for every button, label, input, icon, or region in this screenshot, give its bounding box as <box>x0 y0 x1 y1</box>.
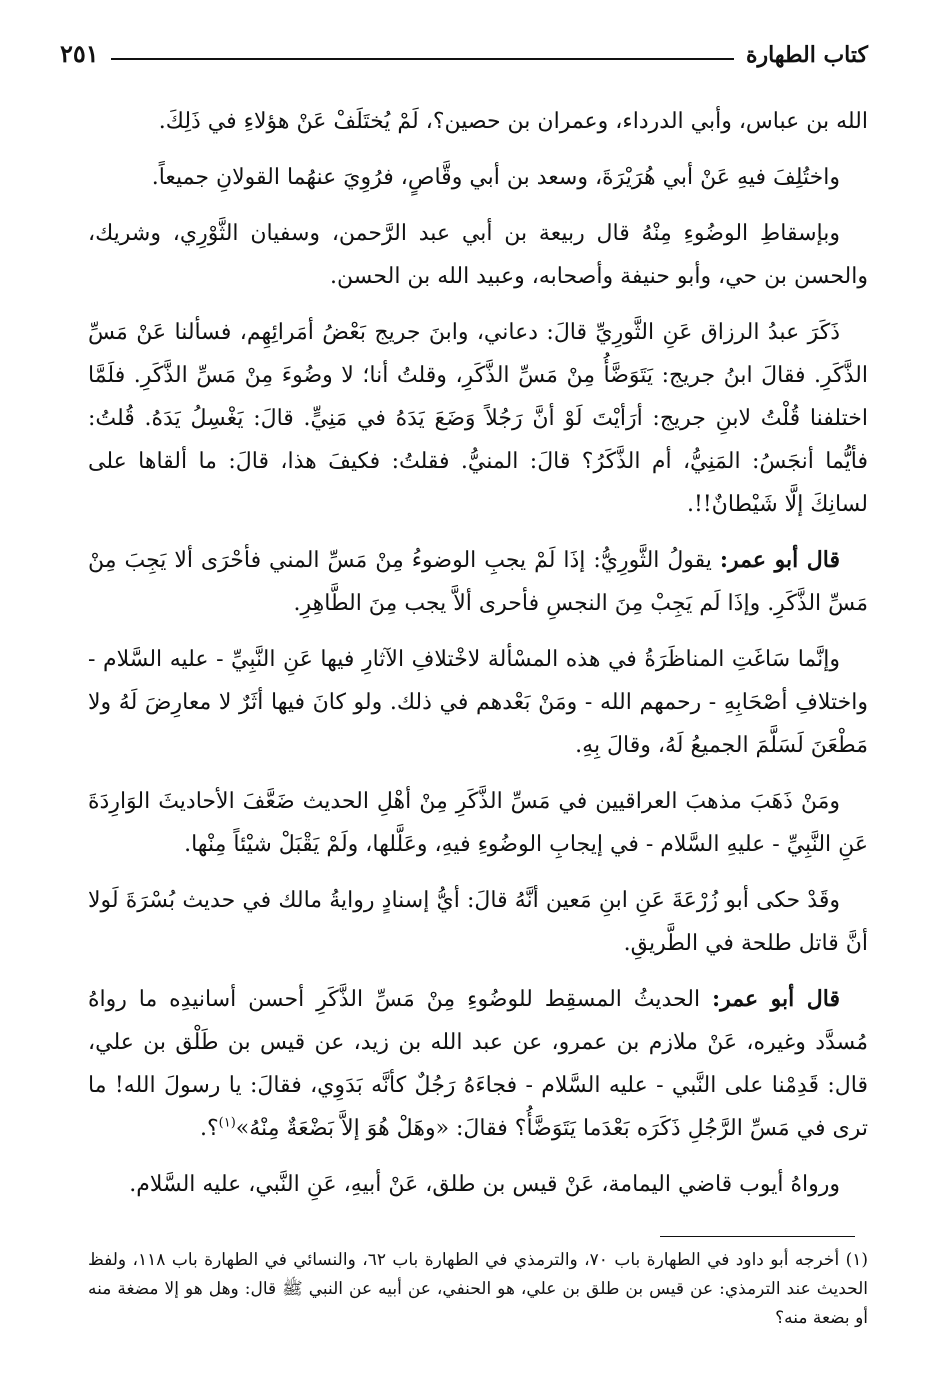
chapter-title: كتاب الطهارة <box>745 42 868 68</box>
paragraph: وبإسقاطِ الوضُوءِ مِنْهُ قال ربيعة بن أبي عبد الرَّحمن، وسفيان الثَّوْرِي، وشريك، والحسن بن حي، وأبو حنيفة وأصحابه، وعبيد الله بن الحسن. <box>88 221 868 289</box>
paragraph: وقَدْ حكى أبو زُرْعَةَ عَنِ ابنِ مَعين أنَّهُ قالَ: أيُّ إسنادٍ روايةُ مالك في حديث بُسْرَةَ لَولا أنَّ قاتل طلحة في الطَّريقِ. <box>88 888 868 956</box>
paragraph: قال أبو عمر: الحديثُ المسقِط للوضُوءِ مِنْ مَسِّ الذَّكَرِ أحسن أسانيدِه ما رواهُ مُسدَّد وغيره، عَنْ ملازم بن عمرو، عن عبد الله بن زيد، عن قيس بن طَلْق بن علي، قال: قَدِمْنا على النَّبي - عليه السَّلام - فجاءَهُ رَجُلٌ كأنَّه بَدَوِي، فقالَ: يا رسولَ الله! ما ترى في مَسِّ الرَّجُلِ ذَكَرَه بَعْدَما يَتَوَضَّأُ؟ فقالَ: «وهَلْ هُوَ إلاَّ بَضْعَةٌ مِنْهُ»$^{(١)}$؟. <box>88 986 868 1141</box>
footnote-reference[interactable]: (١) <box>218 1115 236 1131</box>
page-number: ٢٥١ <box>60 39 99 68</box>
paragraph: واختُلِفَ فيهِ عَنْ أبي هُرَيْرَةَ، وسعد بن أبي وقَّاصٍ، فرُوِيَ عنهُما القولانِ جميعاً. <box>151 165 840 190</box>
paragraph: قال أبو عمر: يقولُ الثَّورِيُّ: إذَا لَمْ يجبِ الوضوءُ مِنْ مَسِّ المني فأحْرَى ألا يَجِبَ مِنْ مَسِّ الذَّكَرِ. وإذَا لَم يَجِبْ مِنَ النجسِ فأحرى ألاَّ يجب مِنَ الطَّاهِرِ. <box>88 547 868 616</box>
paragraph: ومَنْ ذَهَبَ مذهبَ العراقيين في مَسِّ الذَّكَرِ مِنْ أهْلِ الحديث ضَعَّفَ الأحاديثَ الوَارِدَةَ عَنِ النَّبِيِّ - عليهِ السَّلام - في إيجابِ الوضُوءِ فيهِ، وعَلَّلها، ولَمْ يَقْبَلْ شيْئاً مِنْها. <box>88 789 868 857</box>
footnotes <box>88 1246 868 1333</box>
paragraph: وإنَّما سَاغَتِ المناظَرَةُ في هذه المسْألة لاخْتلافِ الآثارِ فيها عَنِ النَّبِيِّ - عليه السَّلام - واختلافِ أصْحَابِهِ - رحمهم الله - ومَنْ بَعْدهم في ذلك. ولو كانَ فيها أثَرٌ لا معارِضَ لَهُ ولا مَطْعَنَ لَسَلَّمَ الجميعُ لَهُ، وقالَ بِهِ. <box>88 647 868 758</box>
paragraph: الله بن عباس، وأبي الدرداء، وعمران بن حصين؟، لَمْ يُختَلَفْ عَنْ هؤلاءِ في ذَلِكَ. <box>158 109 868 134</box>
header-rule <box>111 58 734 60</box>
speaker-label: قال أبو عمر: <box>719 547 840 573</box>
paragraph: ذَكَرَ عبدُ الرزاق عَنِ الثَّورِيِّ قالَ: دعاني، وابنَ جريج بَعْضُ أمَرائِهِم، فسألنا عَنْ مَسِّ الذَّكَرِ. فقالَ ابنُ جريج: يَتَوَضَّأُ مِنْ مَسِّ الذَّكَرِ، وقلتُ أنا؛ لا وضُوءَ مِنْ مَسِّ الذَّكَرِ. فلَمَّا اختلفنا قُلْتُ لابنِ جريج: أرَأيْتَ لَوْ أنَّ رَجُلاً وَضَعَ يَدَهُ في مَنِيٍّ. قالَ: يَغْسِلُ يَدَهُ. قُلتُ: فأيُّما أنجَسُ: المَنِيُّ، أم الذَّكَرُ؟ قالَ: المنيُّ. فقلتُ: فكيفَ هذا، قالَ: ما ألقاها على لسانِكَ إلَّا شَيْطانٌ!!. <box>88 320 868 517</box>
footnote-separator <box>660 1236 855 1237</box>
running-header <box>60 28 868 68</box>
main-text <box>88 100 868 1219</box>
footnote: (١) أخرجه أبو داود في الطهارة باب ٧٠، والترمذي في الطهارة باب ٦٢، والنسائي في الطهارة باب ١١٨، ولفظ الحديث عند الترمذي: عن قيس بن طلق بن علي، هو الحنفي، عن أبيه عن النبي ﷺ قال: وهل هو إلا مضغة منه أو بضعة منه؟ <box>88 1250 868 1328</box>
paragraph: ورواهُ أيوب قاضي اليمامة، عَنْ قيس بن طلق، عَنْ أبيهِ، عَنِ النَّبي، عليه السَّلام. <box>129 1172 840 1197</box>
speaker-label: قال أبو عمر: <box>711 986 840 1012</box>
